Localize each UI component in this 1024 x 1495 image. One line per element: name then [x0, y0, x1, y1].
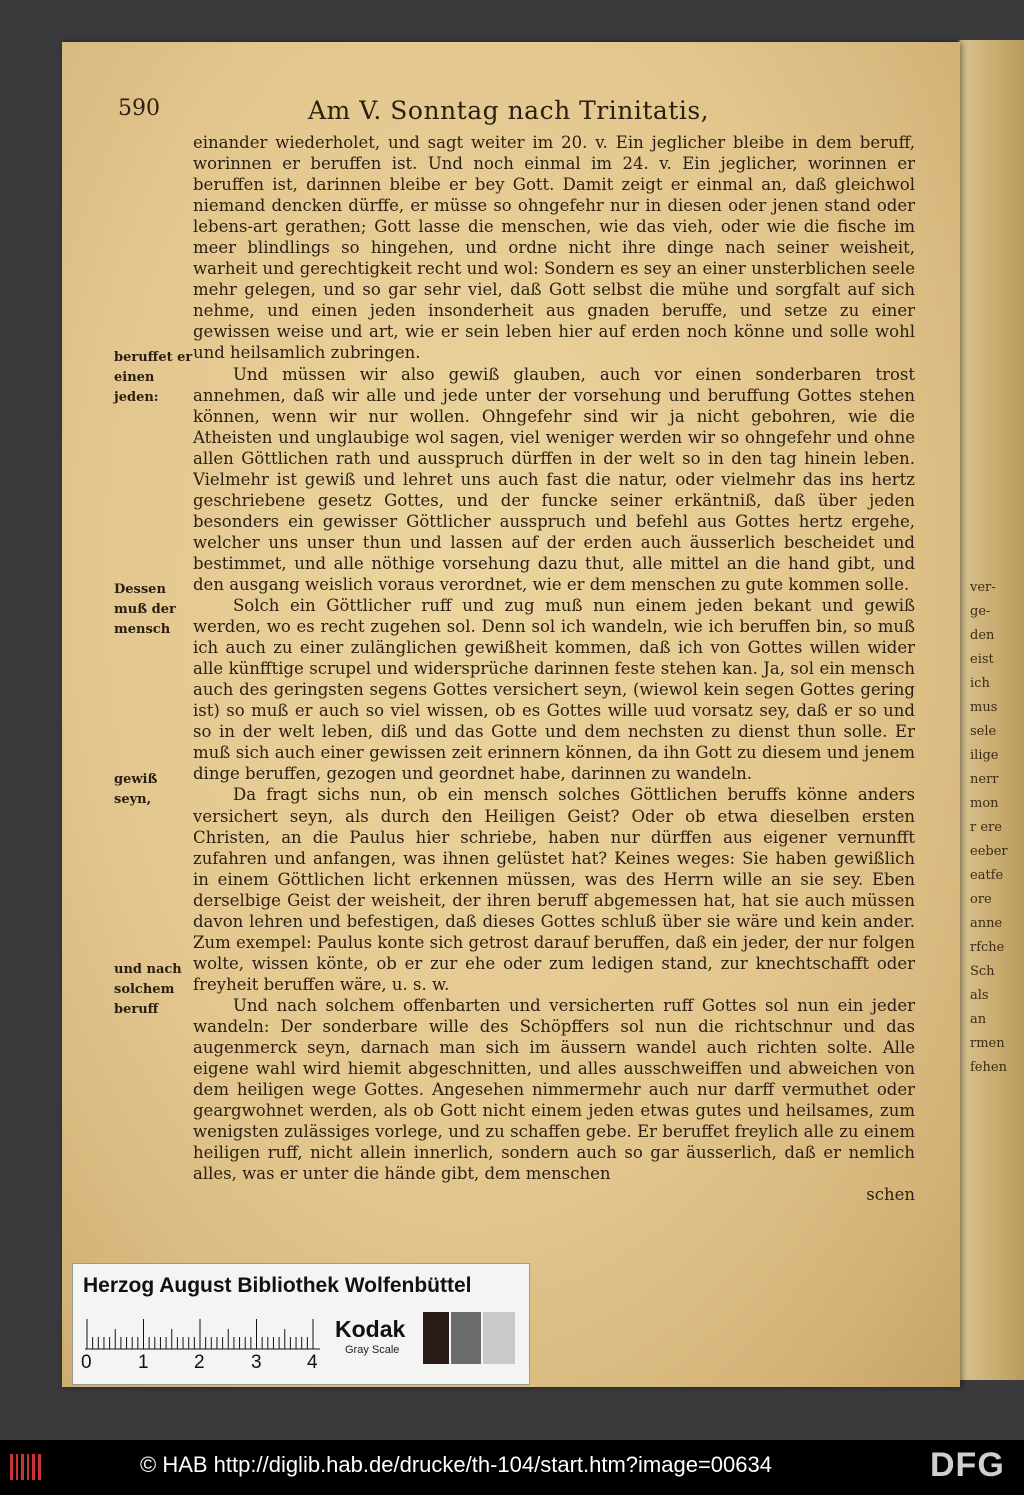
margin-note-line: beruffet er: [114, 350, 193, 365]
ruler-number: 3: [251, 1352, 262, 1373]
next-page-fragment: ore: [970, 892, 992, 907]
next-page-fragment: als: [970, 988, 989, 1003]
next-page-fragment: fehen: [970, 1060, 1007, 1075]
ruler-scale: [85, 1314, 320, 1350]
ruler-number: 2: [194, 1352, 205, 1373]
gray-patch-dark: [423, 1312, 449, 1364]
next-page-fragment: den: [970, 628, 995, 643]
next-page-fragment: eatfe: [970, 868, 1004, 883]
margin-note-line: gewiß: [114, 772, 158, 787]
next-page-fragment: an: [970, 1012, 987, 1027]
next-page-fragment: rmen: [970, 1036, 1005, 1051]
paragraph-4: Da fragt sichs nun, ob ein mensch solches Göttlichen beruffs könne anders versichert seyn, als durch den Heiligen Geist? Oder ob etwa dieselben ersten Christen, an die Paulus hier schriebe, haben nur dürffen aus eigener vernunfft zufahren und anfangen, was ihnen gelüstet hat? Keines weges: Sie haben gewißlich in einem Göttlichen licht erkennen müssen, was des Herrn wille an sie sey. Eben derselbige Geist der weisheit, der ihren beruff abgemessen hat, hat sie auch müssen davon lehren und befestigen, daß dieses Gottes schluß über sie wäre und kein ander. Zum exempel: Paulus konte sich getrost darauf beruffen, daß ein jeder, der nur folgen wolte, wissen könte, ob er zur ehe oder zum ledigen stand, zur knechtschafft oder freyheit beruffen wäre, u. s. w.: [193, 785, 915, 994]
next-page-fragment: mus: [970, 700, 998, 715]
barcode-icon: [10, 1452, 44, 1482]
ruler-number: 4: [307, 1352, 318, 1373]
dfg-logo: DFG: [930, 1446, 1005, 1484]
next-page-edge: [958, 40, 1024, 1380]
ruler-number: 1: [138, 1352, 149, 1373]
next-page-fragment: nerr: [970, 772, 999, 787]
next-page-fragment: mon: [970, 796, 999, 811]
paragraph-1: einander wiederholet, und sagt weiter im 20. v. Ein jeglicher bleibe in dem beruff, worinnen er beruffen ist. Und noch einmal im 24. v. Ein jeglicher, worinnen er beruffen ist, darinnen bleibe er bey Gott. Damit zeigt er einmal an, daß gleichwol niemand dencken dürffe, er müsse so ohngefehr nur in diesen oder jenen stand oder lebens-art gerathen; Gott lasse die menschen, wie das vieh, oder wie die fische im meer blindlings so hingehen, und ordne nicht ihre dinge nach seiner weisheit, warheit und gerechtigkeit recht und wol: Sondern es sey an einer unsterblichen seele mehr gelegen, und so gar sehr viel, daß Gott selbst die mühe und sorgfalt auf sich nehme, und einen jeden insonderheit aus gnaden beruffe, und setze zu einer gewissen weise und art, wie er sein leben hier auf erden noch könne und solle wohl und heilsamlich zubringen.: [193, 133, 915, 363]
ruler-numbers: [81, 1352, 341, 1376]
next-page-fragment: rfche: [970, 940, 1005, 955]
next-page-fragment: anne: [970, 916, 1003, 931]
margin-note-4: [114, 960, 194, 1020]
margin-note-line: einen: [114, 370, 155, 385]
viewer-footer: [0, 1440, 1024, 1495]
margin-note-line: und nach: [114, 962, 182, 977]
margin-note-1: [114, 348, 194, 408]
margin-note-line: jeden:: [114, 390, 159, 405]
margin-note-3: [114, 770, 194, 810]
gray-patch-light: [483, 1312, 515, 1364]
ruler-number: 0: [81, 1352, 92, 1373]
page-header: [118, 96, 938, 126]
margin-note-line: seyn,: [114, 792, 152, 807]
next-page-fragment: Sch: [970, 964, 995, 979]
margin-note-2: [114, 580, 194, 640]
paragraph-2: Und müssen wir also gewiß glauben, auch vor einen sonderbaren trost annehmen, daß wir alle und jede unter der vorsehung und beruffung Gottes stehen können, wenn wir nur wollen. Ohngefehr sind wir ja nicht gebohren, wie die Atheisten und unglaubige wol sagen, viel weniger werden wir so ohngefehr und ohne allen Göttlichen rath und ausspruch dürffen in der welt so in den tag hinein leben. Vielmehr ist gewiß und lehret uns auch fast die natur, oder vielmehr das ins hertz geschriebene gesetz Gottes, und der funcke seiner erkäntniß, daß über jeden besonders ein gewisser Göttlicher ausspruch und befehl aus Gottes hertz ergehe, welcher uns unser thun und lassen auf der erden auch äusserlich bescheidet und bestimmet, und alle nöthige vorsehung dazu thut, alle mittel an die hand gibt, und den ausgang weislich voraus verordnet, wie er dem menschen zu gute kommen solle.: [193, 364, 915, 594]
institution-name: Herzog August Bibliothek Wolfenbüttel: [83, 1274, 472, 1297]
margin-note-line: beruff: [114, 1002, 159, 1017]
next-page-fragment: sele: [970, 724, 997, 739]
margin-note-line: Dessen: [114, 582, 166, 597]
paragraph-3: Solch ein Göttlicher ruff und zug muß nun einem jeden bekant und gewiß werden, wo es recht zugehen sol. Denn sol ich wandeln, wie ich beruffen bin, so muß ich auch zu einer zulänglichen gewißheit kommen, daß ich von Gottes willen wider alle künfftige scrupel und widersprüche darinnen feste stehen kan. Ja, sol ein mensch auch des geringsten segens Gottes versichert seyn, (wiewol kein segen Gottes gering ist) so muß er auch so viel wissen, ob es Gottes wille uud vorsatz sey, daß er so und so in der welt leben, diß und das Gotte und dem nechsten zu dienst thun solle. Er muß sich auch einer gewissen zeit erinnern können, da ihn Gott zu diesem und jenem dinge beruffen, gezogen und geordnet habe, darinnen zu wandeln.: [193, 596, 915, 784]
next-page-fragment: ich: [970, 676, 990, 691]
next-page-fragment: ilige: [970, 748, 999, 763]
margin-note-line: mensch: [114, 622, 171, 637]
paragraph-5: Und nach solchem offenbarten und versicherten ruff Gottes sol nun ein jeder wandeln: Der sonderbare wille des Schöpffers sol nun die richtschnur und das augenmerck seyn, darnach man sich im äussern wandel auch richten solte. Alle eigene wahl wird hiemit abgeschnitten, und alles ausschweiffen und abweichen von dem heiligen wege Gottes. Angesehen nimmermehr auch nur darff vermuthet oder geargwohnet werden, als ob Gott nicht einem jeden etwas gutes und heilsames, zum wenigsten zulässiges vorlege, und zu schaffen gebe. Er beruffet freylich alle zu einem heiligen ruff, nicht allein innerlich, sondern auch so gar äusserlich, daß er nemlich alles, was er unter die hände gibt, dem menschen: [193, 995, 915, 1184]
running-title: Am V. Sonntag nach Trinitatis,: [308, 96, 710, 125]
gray-patch-mid: [451, 1312, 481, 1364]
next-page-fragment: r ere: [970, 820, 1002, 835]
next-page-fragment: eeber: [970, 844, 1008, 859]
next-page-fragment: eist: [970, 652, 994, 667]
body-text: [193, 132, 915, 1205]
margin-note-line: muß der: [114, 602, 176, 617]
next-page-fragment: ge-: [970, 604, 991, 619]
margin-note-line: solchem: [114, 982, 175, 997]
copyright-link[interactable]: © HAB http://diglib.hab.de/drucke/th-104/start.htm?image=00634: [140, 1452, 772, 1477]
page-number: 590: [118, 96, 160, 121]
catchword: schen: [866, 1185, 915, 1205]
kodak-gray-scale-label: Gray Scale: [345, 1344, 400, 1356]
color-calibration-card: [72, 1263, 530, 1385]
next-page-fragment: ver-: [970, 580, 996, 595]
kodak-brand: Kodak: [335, 1316, 406, 1342]
